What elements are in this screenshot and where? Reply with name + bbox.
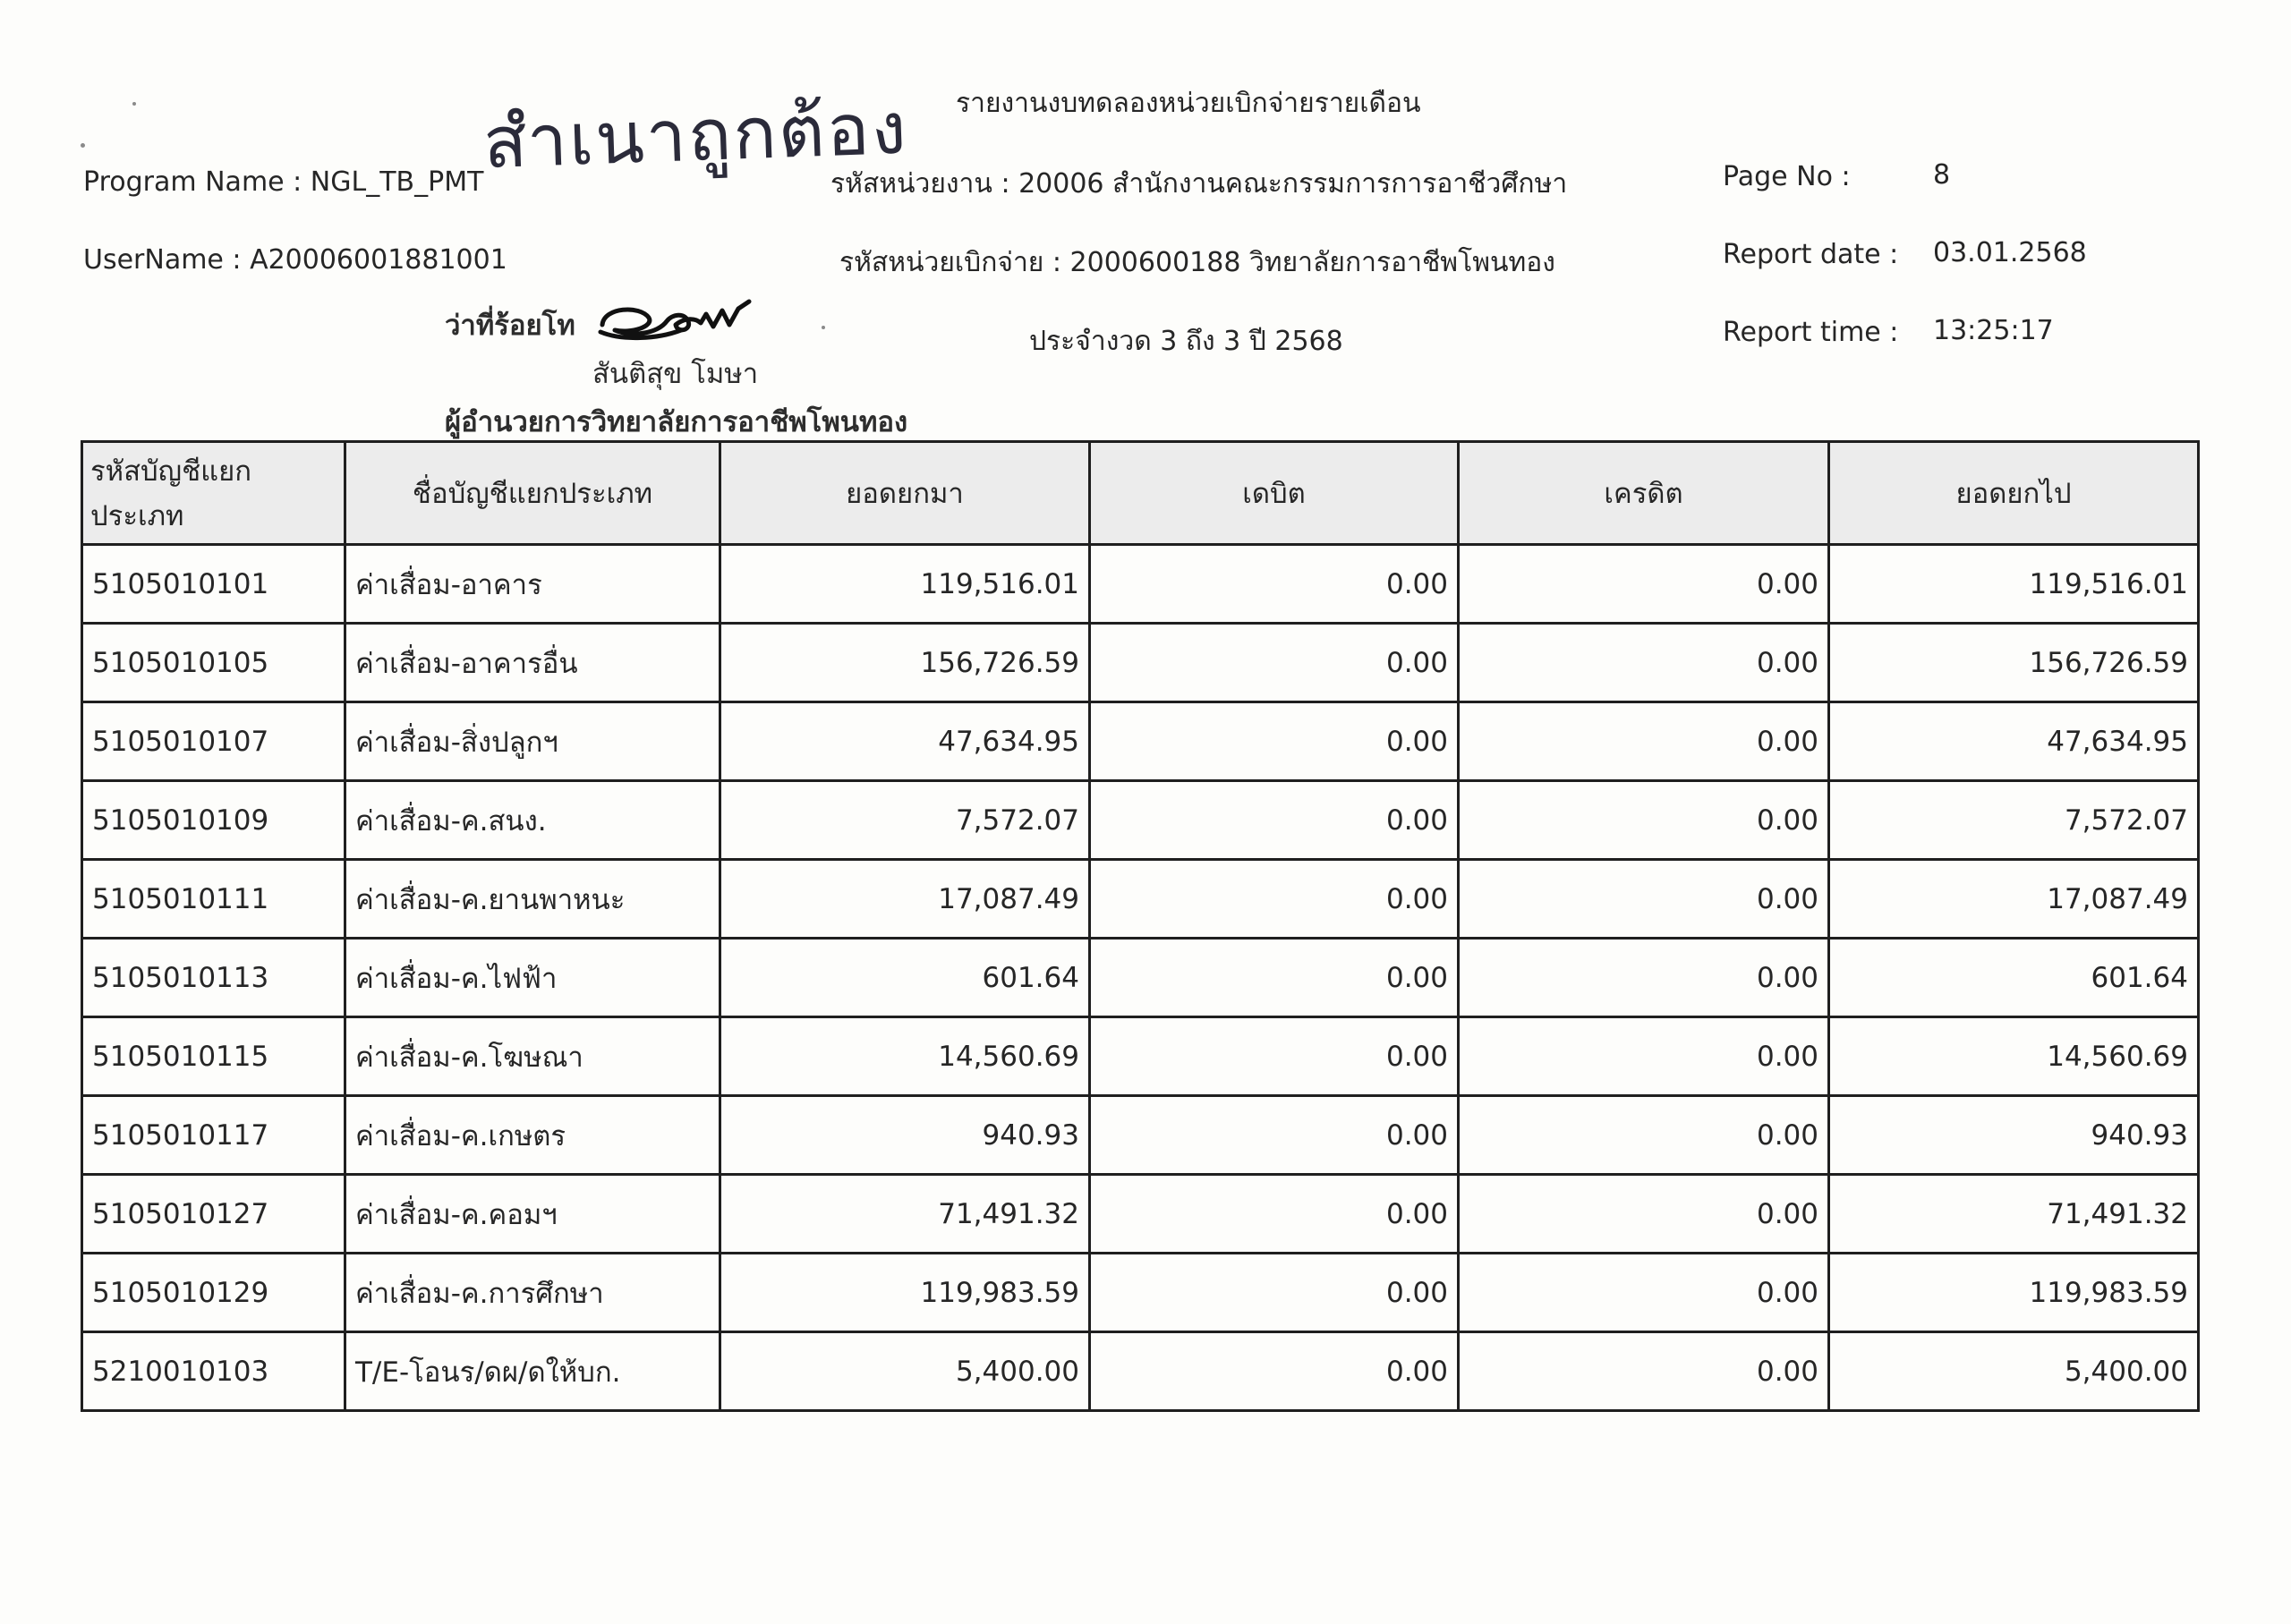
balance-forward: 7,572.07 bbox=[720, 781, 1090, 860]
account-code: 5105010105 bbox=[82, 624, 345, 702]
certified-copy-stamp: สำเนาถูกต้อง bbox=[481, 86, 910, 185]
certifier-position: ผู้อำนวยการวิทยาลัยการอาชีพโพนทอง bbox=[445, 406, 908, 438]
balance-forward: 940.93 bbox=[720, 1096, 1090, 1175]
col-header-credit: เครดิต bbox=[1459, 442, 1829, 545]
report-title: รายงานงบทดลองหน่วยเบิกจ่ายรายเดือน bbox=[956, 88, 1421, 119]
trial-balance-table bbox=[81, 440, 2200, 1412]
debit: 0.00 bbox=[1090, 1096, 1459, 1175]
balance-forward: 156,726.59 bbox=[720, 624, 1090, 702]
page-no-value: 8 bbox=[1933, 159, 1951, 191]
balance-carried: 7,572.07 bbox=[1829, 781, 2199, 860]
program-name: Program Name : NGL_TB_PMT bbox=[83, 166, 484, 198]
credit: 0.00 bbox=[1459, 702, 1829, 781]
report-period: ประจำงวด 3 ถึง 3 ปี 2568 bbox=[1029, 326, 1343, 357]
table-row bbox=[82, 939, 2199, 1017]
report-date-label: Report date : bbox=[1723, 239, 1899, 270]
debit: 0.00 bbox=[1090, 781, 1459, 860]
debit: 0.00 bbox=[1090, 1332, 1459, 1411]
col-header-account-name: ชื่อบัญชีแยกประเภท bbox=[345, 442, 720, 545]
account-code: 5105010111 bbox=[82, 860, 345, 939]
credit: 0.00 bbox=[1459, 1332, 1829, 1411]
debit: 0.00 bbox=[1090, 545, 1459, 624]
report-time-value: 13:25:17 bbox=[1933, 315, 2054, 346]
scan-speck bbox=[81, 143, 85, 148]
balance-carried: 17,087.49 bbox=[1829, 860, 2199, 939]
account-code: 5105010117 bbox=[82, 1096, 345, 1175]
table-header-row bbox=[82, 442, 2199, 545]
account-code: 5210010103 bbox=[82, 1332, 345, 1411]
account-name: ค่าเสื่อม-อาคาร bbox=[345, 545, 720, 624]
signature bbox=[595, 291, 801, 353]
balance-carried: 119,516.01 bbox=[1829, 545, 2199, 624]
balance-forward: 119,516.01 bbox=[720, 545, 1090, 624]
balance-forward: 71,491.32 bbox=[720, 1175, 1090, 1254]
account-name: ค่าเสื่อม-ค.ยานพาหนะ bbox=[345, 860, 720, 939]
credit: 0.00 bbox=[1459, 860, 1829, 939]
table-row bbox=[82, 860, 2199, 939]
account-name: ค่าเสื่อม-ค.ไฟฟ้า bbox=[345, 939, 720, 1017]
credit: 0.00 bbox=[1459, 1017, 1829, 1096]
balance-carried: 940.93 bbox=[1829, 1096, 2199, 1175]
debit: 0.00 bbox=[1090, 624, 1459, 702]
debit: 0.00 bbox=[1090, 1254, 1459, 1332]
table-row bbox=[82, 702, 2199, 781]
credit: 0.00 bbox=[1459, 1096, 1829, 1175]
credit: 0.00 bbox=[1459, 545, 1829, 624]
report-time-label: Report time : bbox=[1723, 317, 1899, 348]
account-name: T/E-โอนร/ดผ/ดให้บก. bbox=[345, 1332, 720, 1411]
balance-carried: 14,560.69 bbox=[1829, 1017, 2199, 1096]
table-row bbox=[82, 1017, 2199, 1096]
scan-speck bbox=[132, 102, 136, 106]
credit: 0.00 bbox=[1459, 1254, 1829, 1332]
table-row bbox=[82, 1332, 2199, 1411]
certifier-name: สันติสุข โมษา bbox=[592, 358, 759, 390]
balance-forward: 601.64 bbox=[720, 939, 1090, 1017]
debit: 0.00 bbox=[1090, 939, 1459, 1017]
col-header-balance-forward: ยอดยกมา bbox=[720, 442, 1090, 545]
col-header-balance-carried: ยอดยกไป bbox=[1829, 442, 2199, 545]
account-name: ค่าเสื่อม-ค.คอมฯ bbox=[345, 1175, 720, 1254]
balance-forward: 5,400.00 bbox=[720, 1332, 1090, 1411]
account-name: ค่าเสื่อม-อาคารอื่น bbox=[345, 624, 720, 702]
account-code: 5105010127 bbox=[82, 1175, 345, 1254]
report-date-value: 03.01.2568 bbox=[1933, 237, 2087, 268]
account-code: 5105010113 bbox=[82, 939, 345, 1017]
account-name: ค่าเสื่อม-ค.เกษตร bbox=[345, 1096, 720, 1175]
account-name: ค่าเสื่อม-ค.สนง. bbox=[345, 781, 720, 860]
agency-code: รหัสหน่วยงาน : 20006 สำนักงานคณะกรรมการการอาชีวศึกษา bbox=[830, 168, 1568, 200]
table-row bbox=[82, 781, 2199, 860]
table-row bbox=[82, 545, 2199, 624]
debit: 0.00 bbox=[1090, 860, 1459, 939]
table-row bbox=[82, 1175, 2199, 1254]
certifier-rank: ว่าที่ร้อยโท bbox=[445, 310, 575, 342]
balance-carried: 47,634.95 bbox=[1829, 702, 2199, 781]
col-header-account-code: รหัสบัญชีแยกประเภท bbox=[82, 442, 345, 545]
debit: 0.00 bbox=[1090, 1017, 1459, 1096]
credit: 0.00 bbox=[1459, 624, 1829, 702]
balance-forward: 119,983.59 bbox=[720, 1254, 1090, 1332]
table-row bbox=[82, 624, 2199, 702]
col-header-debit: เดบิต bbox=[1090, 442, 1459, 545]
scan-speck bbox=[822, 326, 825, 329]
page-no-label: Page No : bbox=[1723, 161, 1851, 192]
username: UserName : A20006001881001 bbox=[83, 244, 507, 276]
account-code: 5105010115 bbox=[82, 1017, 345, 1096]
disbursing-unit-code: รหัสหน่วยเบิกจ่าย : 2000600188 วิทยาลัยการอาชีพโพนทอง bbox=[839, 247, 1555, 278]
debit: 0.00 bbox=[1090, 1175, 1459, 1254]
account-code: 5105010129 bbox=[82, 1254, 345, 1332]
balance-carried: 156,726.59 bbox=[1829, 624, 2199, 702]
balance-forward: 17,087.49 bbox=[720, 860, 1090, 939]
balance-carried: 119,983.59 bbox=[1829, 1254, 2199, 1332]
table-row bbox=[82, 1096, 2199, 1175]
account-code: 5105010107 bbox=[82, 702, 345, 781]
credit: 0.00 bbox=[1459, 1175, 1829, 1254]
balance-carried: 601.64 bbox=[1829, 939, 2199, 1017]
account-name: ค่าเสื่อม-สิ่งปลูกฯ bbox=[345, 702, 720, 781]
credit: 0.00 bbox=[1459, 939, 1829, 1017]
debit: 0.00 bbox=[1090, 702, 1459, 781]
balance-carried: 5,400.00 bbox=[1829, 1332, 2199, 1411]
balance-carried: 71,491.32 bbox=[1829, 1175, 2199, 1254]
credit: 0.00 bbox=[1459, 781, 1829, 860]
table-row bbox=[82, 1254, 2199, 1332]
account-name: ค่าเสื่อม-ค.การศึกษา bbox=[345, 1254, 720, 1332]
account-code: 5105010109 bbox=[82, 781, 345, 860]
balance-forward: 14,560.69 bbox=[720, 1017, 1090, 1096]
account-code: 5105010101 bbox=[82, 545, 345, 624]
account-name: ค่าเสื่อม-ค.โฆษณา bbox=[345, 1017, 720, 1096]
balance-forward: 47,634.95 bbox=[720, 702, 1090, 781]
